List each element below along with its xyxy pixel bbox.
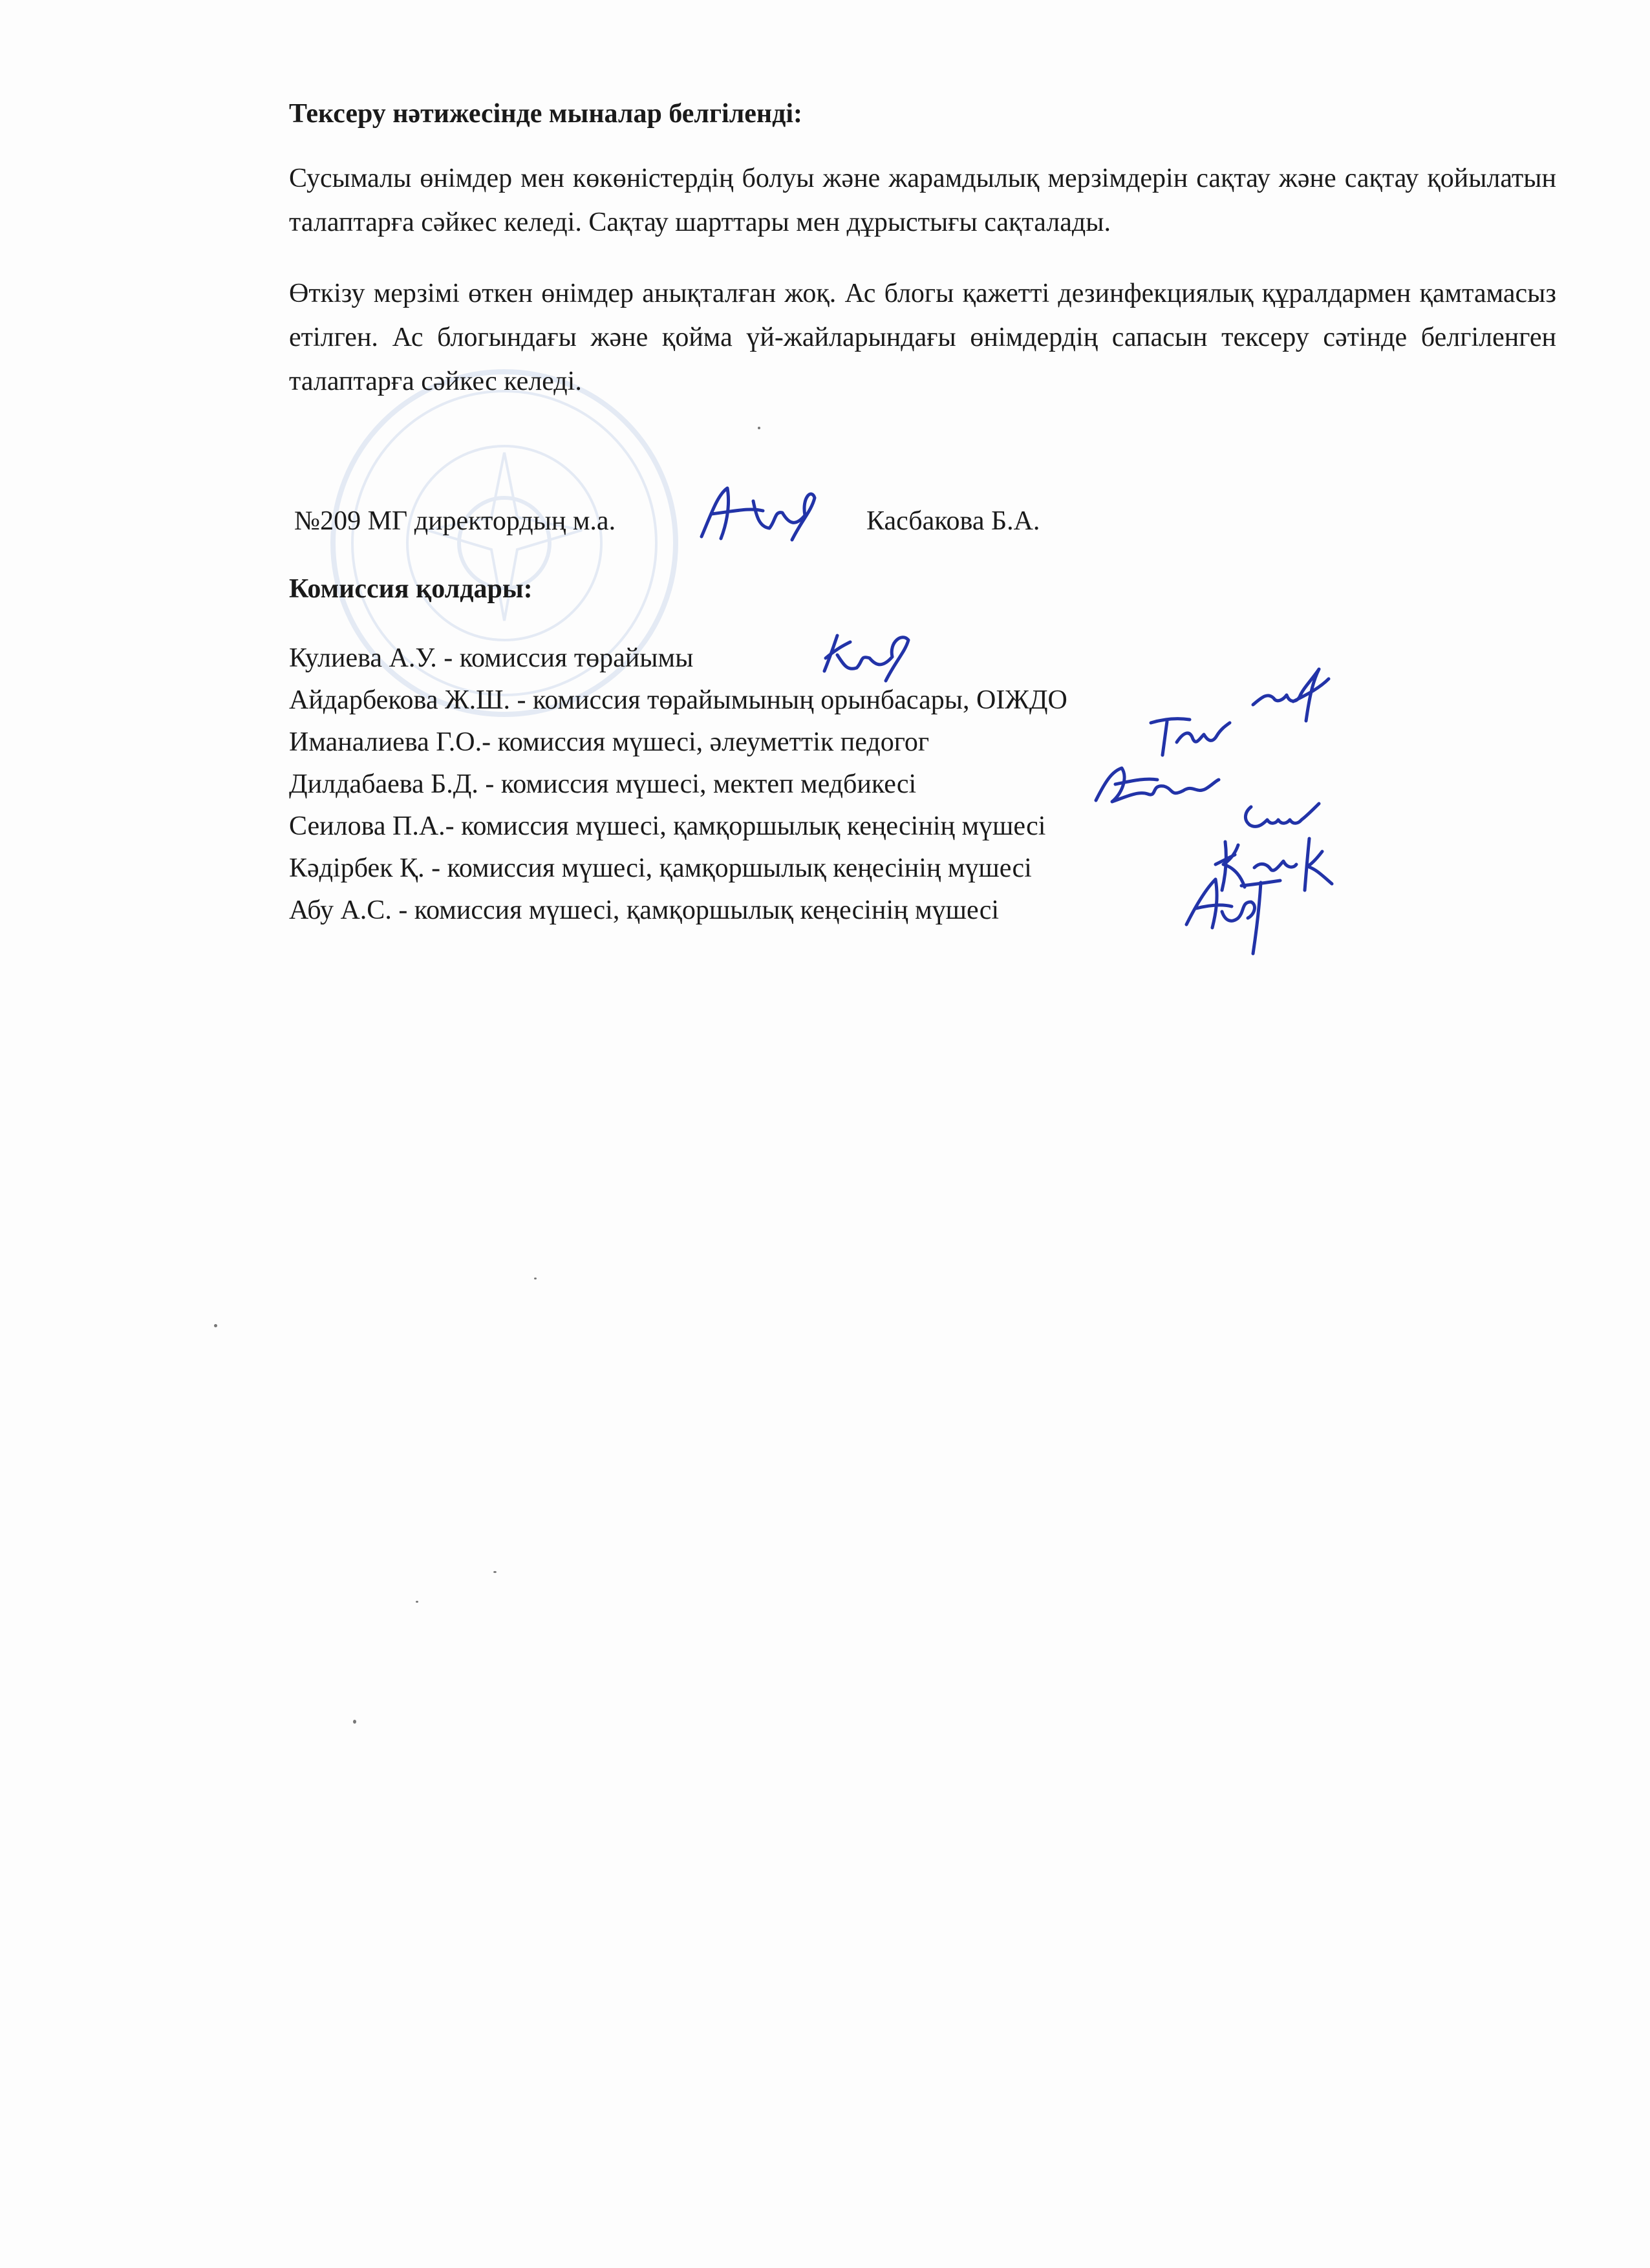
scan-speck <box>353 1720 356 1724</box>
scan-speck <box>493 1571 497 1573</box>
member-line-7: Абу А.С. - комиссия мүшесі, қамқоршылық кеңесінің мүшесі <box>289 895 1000 925</box>
findings-heading: Тексеру нәтижесінде мыналар белгіленді: <box>289 99 803 129</box>
member-signature-1 <box>818 626 928 684</box>
scan-speck <box>758 427 760 429</box>
director-signature <box>692 475 821 546</box>
findings-paragraph-storage: Сусымалы өнімдер мен көкөністердің болуы және жарамдылық мерзімдерін сақтау және сақтау қойылатын талаптарға сәйкес келеді. Сақтау шарттары мен дұрыстығы сақталады. <box>289 164 1556 237</box>
member-signature-3 <box>1144 710 1235 762</box>
member-signature-7 <box>1177 866 1287 957</box>
scan-speck <box>534 1278 537 1279</box>
member-line-6: Кәдірбек Қ. - комиссия мүшесі, қамқоршылық кеңесінің мүшесі <box>289 853 1032 883</box>
member-line-3: Иманалиева Г.О.- комиссия мүшесі, әлеуметтік педогог <box>289 727 930 757</box>
member-line-2: Айдарбекова Ж.Ш. - комиссия төрайымының орынбасары, ОІЖДО <box>289 685 1067 715</box>
director-title: №209 МГ директордың м.а. <box>294 506 616 536</box>
scan-speck <box>416 1601 418 1603</box>
member-line-5: Сеилова П.А.- комиссия мүшесі, қамқоршылық кеңесінің мүшесі <box>289 811 1046 841</box>
member-signature-4 <box>1086 755 1222 813</box>
member-signature-2 <box>1248 653 1332 724</box>
scan-speck <box>214 1324 217 1327</box>
commission-heading: Комиссия қолдары: <box>289 574 533 604</box>
member-line-4: Дилдабаева Б.Д. - комиссия мүшесі, мектеп медбикесі <box>289 769 917 799</box>
director-name: Касбакова Б.А. <box>866 506 1040 536</box>
member-line-1: Кулиева А.У. - комиссия төрайымы <box>289 643 694 673</box>
findings-paragraph-products: Өткізу мерзімі өткен өнімдер анықталған жоқ. Ас блогы қажетті дезинфекциялық құралдармен қамтамасыз етілген. Ас блогындағы және қойма үй-жайларындағы өнімдердің сапасын тексеру сәтінде белгіленген талаптарға сәйкес келеді. <box>289 279 1556 396</box>
